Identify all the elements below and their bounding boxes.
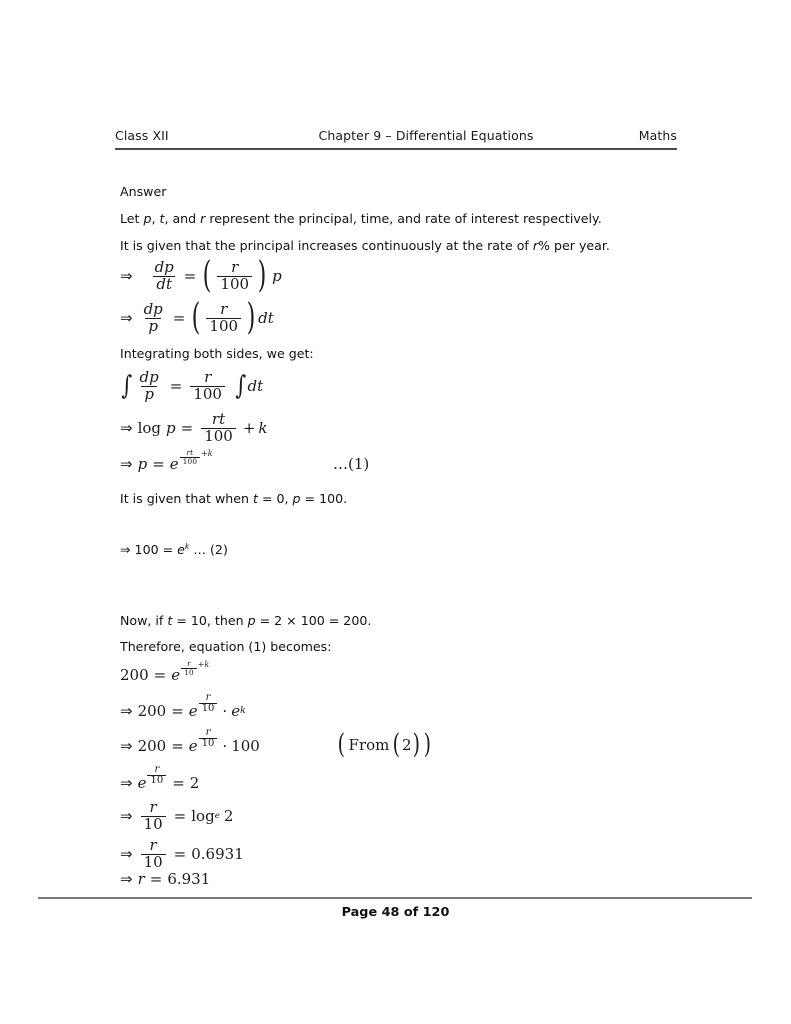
annotation-from-2 [336, 729, 433, 760]
equals-sign: = [183, 267, 197, 286]
denominator-10: 10 [141, 816, 166, 833]
numerator-r: r [204, 368, 212, 386]
equation-200-split [120, 692, 246, 722]
factor-p: p [272, 267, 282, 286]
equals-sign: = [171, 701, 184, 720]
equation-r-final [120, 870, 210, 888]
plus-sign: + [242, 419, 256, 438]
euler-e: e [188, 736, 198, 755]
numerator-dp: dp [139, 368, 159, 386]
footer-divider [38, 897, 752, 899]
equals-sign: = [153, 666, 167, 684]
numerator-r: r [149, 836, 157, 854]
numerator-r: r [187, 658, 191, 668]
multiplication-dot: · [222, 701, 228, 720]
fraction-r-100 [206, 302, 241, 334]
equation-e-equals-2 [120, 764, 200, 794]
exponent-k: k [184, 542, 190, 551]
numerator-dp: dp [143, 300, 163, 318]
fraction-r-100 [190, 370, 225, 402]
equation-number-1: …(1) [333, 455, 370, 473]
implies-arrow: ⇒ [120, 736, 133, 755]
differential-dt: dt [258, 309, 274, 328]
numerator-r: r [149, 798, 157, 816]
value-200: 200 [120, 666, 149, 684]
equals-sign: = [172, 309, 186, 328]
euler-e: e [188, 701, 198, 720]
fraction-r-10 [141, 838, 166, 870]
numerator-rt: rt [211, 410, 226, 428]
reference-number: 2 [401, 735, 412, 754]
denominator-100: 100 [190, 386, 225, 403]
denominator-10: 10 [147, 775, 166, 786]
integral-sign-icon: ∫ [235, 371, 247, 402]
numerator-r: r [231, 258, 239, 276]
implies-arrow: ⇒ [120, 419, 133, 438]
fraction-dp-dt [152, 260, 177, 292]
var-t: t [253, 491, 258, 506]
fraction-r-10 [141, 800, 166, 832]
multiplication-dot: · [222, 736, 228, 755]
implies-arrow: ⇒ [120, 309, 133, 328]
fraction-r-10-exp [199, 728, 218, 750]
exponent-rt-100-k [179, 449, 213, 466]
equation-200-exp [120, 658, 210, 684]
now-text-3: = 2 × 100 = 200. [255, 613, 372, 628]
paragraph-integrating: Integrating both sides, we get: [120, 346, 314, 361]
when-text-2: = 0, [257, 491, 293, 506]
equals-sign: = [180, 419, 194, 438]
value-200: 200 [137, 736, 167, 755]
value-0-6931: 0.6931 [191, 845, 244, 864]
when-text-1: It is given that when [120, 491, 253, 506]
value-200: 200 [137, 701, 167, 720]
implies-arrow: ⇒ [120, 773, 133, 792]
when-text-3: = 100. [300, 491, 348, 506]
let-text-4: represent the principal, time, and rate of interest respectively. [205, 211, 602, 226]
variable-r: r [137, 870, 145, 888]
paren-open-icon: ( [203, 255, 212, 297]
equation-200-100 [120, 727, 260, 757]
var-r-rate: r [532, 238, 539, 253]
fraction-dp-p [137, 370, 162, 402]
equals-sign: = [173, 845, 187, 864]
value-2: 2 [223, 807, 234, 826]
equals-sign: = [172, 773, 185, 792]
denominator-dt: dt [153, 276, 175, 293]
eq2-label: … (2) [189, 542, 228, 558]
let-text-3: , and [164, 211, 201, 226]
denominator-p: p [145, 318, 161, 335]
equals-sign: = [171, 736, 184, 755]
paren-close-icon: ) [257, 255, 267, 297]
given-text-2: % per year. [538, 238, 610, 253]
equals-sign: = [149, 870, 163, 888]
numerator-r: r [205, 692, 211, 703]
equation-2-line [120, 533, 228, 563]
paragraph-therefore: Therefore, equation (1) becomes: [120, 639, 332, 654]
integral-sign-icon: ∫ [121, 371, 133, 402]
numerator-r: r [154, 764, 160, 775]
var-t: t [159, 211, 165, 226]
equals-sign: = [152, 455, 165, 473]
equation-dpdt [120, 255, 282, 297]
log-operator: log [137, 419, 162, 438]
equals-sign: = [169, 377, 183, 396]
eq2-lhs: ⇒ 100 = [120, 542, 178, 558]
numerator-r: r [220, 300, 228, 318]
paren-open-icon: ( [192, 297, 201, 339]
denominator-100: 100 [217, 276, 252, 293]
fraction-r-100 [217, 260, 252, 292]
log-operator: log [191, 807, 215, 826]
paragraph-let [120, 205, 720, 232]
header-class: Class XII [115, 128, 169, 143]
implies-arrow: ⇒ [120, 455, 133, 473]
constant-k: k [258, 419, 268, 438]
euler-e: e [171, 666, 181, 684]
log-base-e: e [214, 811, 220, 822]
exponent-k: k [240, 705, 246, 717]
implies-arrow: ⇒ [120, 267, 133, 286]
paragraph-now [120, 607, 371, 634]
denominator-100: 100 [201, 428, 236, 445]
fraction-r-10-exp [147, 765, 166, 787]
given-text-1: It is given that the principal increases continuously at the rate of [120, 238, 533, 253]
paren-close-icon: ) [423, 729, 431, 760]
denominator-p: p [141, 386, 157, 403]
exponent-r-10-k [180, 660, 209, 677]
denominator-10: 10 [199, 738, 218, 749]
paragraph-when [120, 485, 347, 512]
var-p: p [292, 491, 301, 506]
equation-log-p [120, 412, 268, 444]
euler-e: e [137, 773, 147, 792]
var-p: p [143, 211, 152, 226]
denominator-10: 10 [141, 854, 166, 871]
implies-arrow: ⇒ [120, 870, 133, 888]
denominator-100: 100 [206, 318, 241, 335]
euler-e: e [231, 701, 241, 720]
let-text-1: Let [120, 211, 144, 226]
header-subject: Maths [638, 128, 677, 143]
value-6-931: 6.931 [167, 870, 211, 888]
paren-close-icon: ) [246, 297, 256, 339]
euler-e: e [177, 542, 185, 558]
equation-r10-value [120, 838, 244, 870]
numerator-dp: dp [154, 258, 174, 276]
variable-p: p [137, 455, 148, 473]
fraction-r-10-exp [199, 693, 218, 715]
page-header [115, 128, 677, 143]
numerator-rt: rt [186, 447, 194, 457]
denominator-100: 100 [180, 457, 200, 466]
paren-open-inner-icon: ( [392, 729, 401, 760]
paren-open-icon: ( [337, 729, 345, 760]
exponent-plus-k: +k [200, 448, 213, 458]
footer-page-number: Page 48 of 120 [341, 905, 450, 920]
now-text-1: Now, if [120, 613, 168, 628]
var-r: r [200, 211, 206, 226]
paren-close-inner-icon: ) [413, 729, 421, 760]
implies-arrow: ⇒ [120, 807, 133, 826]
implies-arrow: ⇒ [120, 701, 133, 720]
var-p: p [247, 613, 256, 628]
now-text-2: = 10, then [172, 613, 248, 628]
implies-arrow: ⇒ [120, 845, 133, 864]
fraction-dp-p [141, 302, 166, 334]
denominator-10: 10 [181, 668, 197, 677]
page-content [120, 178, 720, 259]
var-t: t [167, 613, 173, 628]
numerator-r: r [205, 727, 211, 738]
header-divider [115, 148, 677, 150]
denominator-10: 10 [199, 703, 218, 714]
equation-dpp [120, 297, 274, 339]
from-label: From [348, 735, 390, 754]
exponent-plus-k: +k [197, 659, 210, 669]
fraction-rt-100-exp [180, 449, 200, 466]
equation-p-exp [120, 447, 213, 473]
fraction-rt-100 [201, 412, 236, 444]
equation-r10-log [120, 800, 233, 832]
header-chapter: Chapter 9 – Differential Equations [318, 128, 534, 143]
euler-e: e [169, 455, 179, 473]
variable-p: p [166, 419, 176, 438]
differential-dt: dt [247, 377, 264, 396]
equals-sign: = [173, 807, 187, 826]
let-text-2: , [151, 211, 160, 226]
fraction-r-10-exp [181, 660, 197, 677]
value-100: 100 [231, 736, 260, 755]
equation-integral [120, 370, 263, 402]
answer-heading: Answer [120, 184, 167, 199]
value-2: 2 [189, 773, 200, 792]
